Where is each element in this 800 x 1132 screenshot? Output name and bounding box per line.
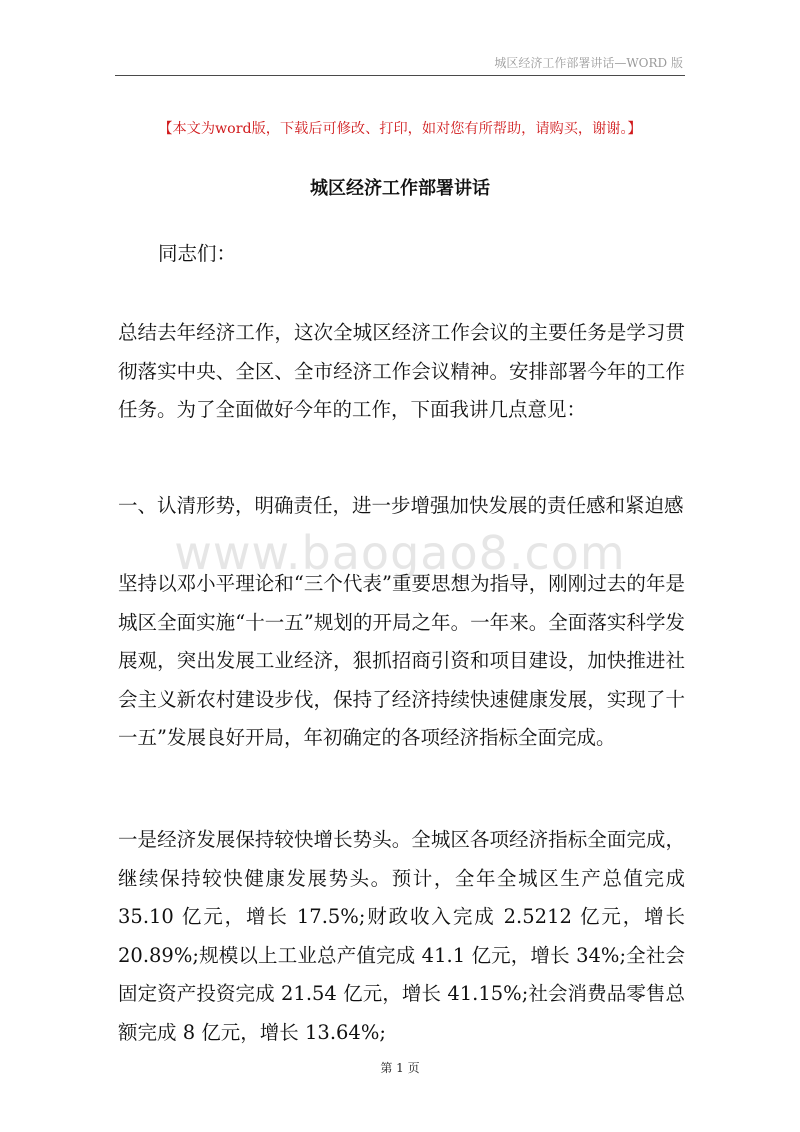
document-title: 城区经济工作部署讲话 bbox=[310, 178, 490, 199]
purchase-notice: 【本文为word版，下载后可修改、打印，如对您有所帮助，请购买，谢谢。】 bbox=[158, 121, 642, 137]
section-heading-1: 一、认清形势，明确责任，进一步增强加快发展的责任感和紧迫感 bbox=[118, 494, 684, 517]
page-number: 第 1 页 bbox=[380, 1061, 420, 1075]
header-divider bbox=[115, 75, 685, 76]
salutation: 同志们： bbox=[158, 242, 237, 265]
watermark: www.baogao8.com bbox=[174, 526, 626, 580]
paragraph-growth: 一是经济发展保持较快增长势头。全城区各项经济指标全面完成，继续保持较快健康发展势头。预计，全年全城区生产总值完成 35.10 亿元，增长 17.5%;财政收入完成 2.5212 亿元，增长 20.89%;规模以上工业总产值完成 41.1 亿元，增长 34%;全社会固定资产投资完成 21.54 亿元，增长 41.15%;社会消费品零售总额完成 8 亿元，增长 13.64%; bbox=[118, 828, 685, 1044]
paragraph-overview: 坚持以邓小平理论和“三个代表”重要思想为指导，刚刚过去的年是城区全面实施“十一五”规划的开局之年。一年来。全面落实科学发展观，突出发展工业经济，狠抓招商引资和项目建设，加快推进社会主义新农村建设步伐，保持了经济持续快速健康发展，实现了十一五”发展良好开局，年初确定的各项经济指标全面完成。 bbox=[118, 572, 685, 749]
paragraph-intro: 总结去年经济工作，这次全城区经济工作会议的主要任务是学习贯彻落实中央、全区、全市经济工作会议精神。安排部署今年的工作任务。为了全面做好今年的工作，下面我讲几点意见： bbox=[118, 321, 685, 421]
running-header: 城区经济工作部署讲话—WORD 版 bbox=[494, 56, 683, 70]
